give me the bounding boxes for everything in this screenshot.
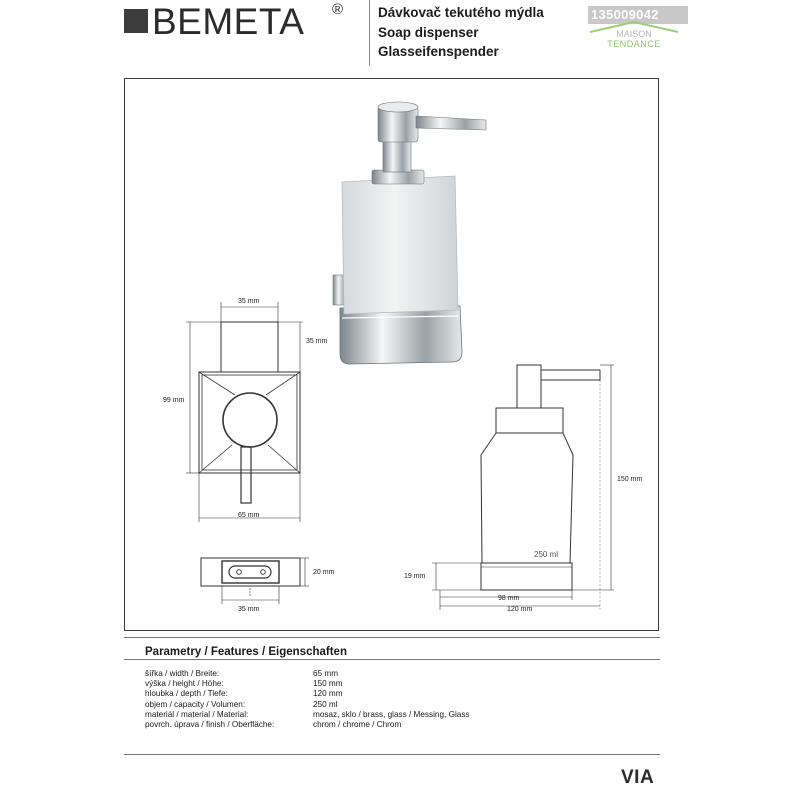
dim-front-height: 99 mm bbox=[163, 397, 185, 404]
spec-row bbox=[145, 720, 545, 730]
features-heading: Parametry / Features / Eigenschaften bbox=[145, 646, 347, 658]
product-name: VIA bbox=[621, 767, 655, 788]
spec-row bbox=[145, 679, 545, 689]
spec-label: hloubka / depth / Tiefe: bbox=[145, 689, 228, 699]
dim-base-height: 19 mm bbox=[404, 573, 426, 580]
features-table bbox=[145, 669, 545, 730]
dim-depth: 120 mm bbox=[507, 606, 533, 613]
spec-row bbox=[145, 700, 545, 710]
spec-label: šířka / width / Breite: bbox=[145, 669, 220, 678]
spec-label: výška / height / Höhe: bbox=[145, 679, 224, 689]
dim-front-width: 65 mm bbox=[238, 512, 260, 519]
spec-label: objem / capacity / Volumen: bbox=[145, 699, 246, 709]
dim-side-height: 150 mm bbox=[617, 476, 643, 483]
product-code: 135009042 bbox=[591, 7, 659, 22]
features-heading-underline bbox=[124, 659, 660, 660]
dim-front-top-height: 35 mm bbox=[306, 338, 328, 345]
title-czech: Dávkovač tekutého mýdla bbox=[378, 5, 544, 20]
features-divider bbox=[124, 637, 660, 638]
registered-mark: ® bbox=[332, 1, 344, 18]
capacity-label: 250 ml bbox=[534, 550, 559, 559]
spec-value: 150 mm bbox=[313, 679, 343, 689]
dim-inner-depth: 98 mm bbox=[498, 595, 520, 602]
dim-bracket-width: 35 mm bbox=[238, 606, 260, 613]
dim-front-top-width: 35 mm bbox=[238, 298, 260, 305]
product-photo bbox=[333, 102, 486, 364]
front-view-drawing bbox=[186, 302, 303, 522]
spec-row bbox=[145, 689, 545, 699]
title-english: Soap dispenser bbox=[378, 24, 479, 40]
spec-label: povrch. úprava / finish / Oberfläche: bbox=[145, 720, 275, 730]
brand-logo: BEMETA bbox=[152, 1, 305, 42]
photo-tray bbox=[340, 306, 462, 364]
spec-value: chrom / chrome / Chrom bbox=[313, 720, 402, 730]
spec-value: 120 mm bbox=[313, 689, 343, 699]
spec-label: materiál / material / Material: bbox=[145, 709, 249, 719]
bracket-view-drawing bbox=[201, 558, 309, 604]
watermark-text-2: TENDANCE bbox=[607, 39, 661, 49]
spec-value: 65 mm bbox=[313, 669, 339, 678]
footer-divider bbox=[124, 754, 660, 755]
spec-row bbox=[145, 710, 545, 720]
title-german: Glasseifenspender bbox=[378, 44, 499, 59]
watermark-text-1: MAISON bbox=[616, 29, 652, 39]
side-view-drawing bbox=[432, 365, 614, 610]
photo-glass bbox=[342, 176, 458, 314]
spec-row bbox=[145, 669, 545, 679]
spec-value: 250 ml bbox=[313, 699, 338, 709]
spec-value: mosaz, sklo / brass, glass / Messing, Glass bbox=[313, 709, 470, 719]
dim-bracket-height: 20 mm bbox=[313, 569, 335, 576]
